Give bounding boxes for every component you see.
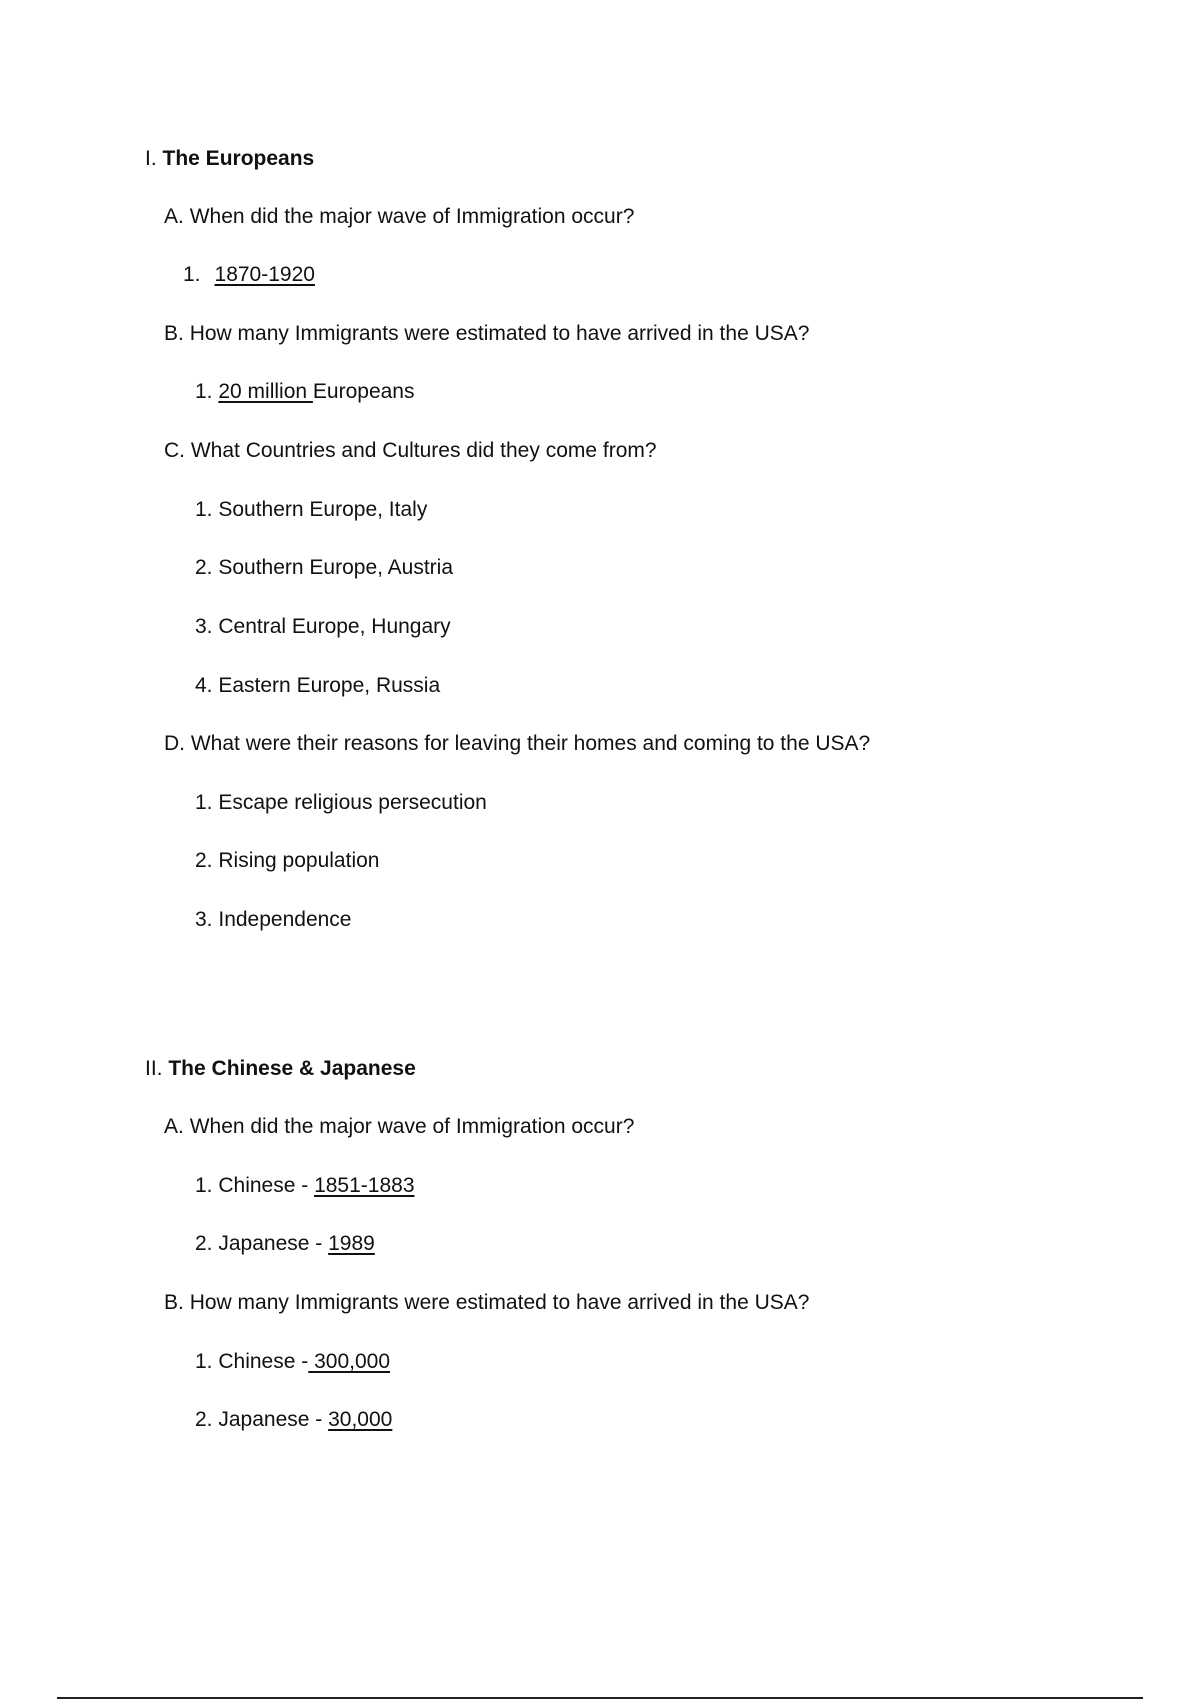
question <box>164 204 634 230</box>
section-numeral: I. <box>145 147 157 170</box>
answer-text: Central Europe, Hungary <box>218 615 451 638</box>
answer-number: 1. <box>195 1350 213 1373</box>
answer-item <box>195 790 487 816</box>
answer-underlined: 1989 <box>328 1232 375 1255</box>
answer-text: Chinese - <box>218 1174 315 1197</box>
section-heading <box>145 1056 416 1082</box>
answer-item <box>183 262 315 288</box>
answer-text: Rising population <box>218 849 380 872</box>
answer-number: 2. <box>195 556 213 579</box>
question-letter: A. <box>164 205 184 228</box>
answer-text: Southern Europe, Austria <box>218 556 454 579</box>
section-numeral: II. <box>145 1057 163 1080</box>
question-text: When did the major wave of Immigration occur? <box>189 1115 635 1138</box>
question-text: How many Immigrants were estimated to have arrived in the USA? <box>189 1291 810 1314</box>
answer-item <box>195 614 451 640</box>
answer-number: 2. <box>195 1408 213 1431</box>
answer-number: 3. <box>195 908 213 931</box>
section-heading <box>145 146 314 172</box>
section-title: The Chinese & Japanese <box>168 1057 416 1080</box>
answer-number: 1. <box>195 1174 213 1197</box>
question <box>164 438 657 464</box>
answer-item <box>195 1173 415 1199</box>
question-text: What were their reasons for leaving their homes and coming to the USA? <box>190 732 871 755</box>
answer-underlined: 1870-1920 <box>214 263 315 286</box>
question-letter: B. <box>164 322 184 345</box>
answer-item <box>195 497 427 523</box>
question <box>164 1290 809 1316</box>
question-letter: D. <box>164 732 185 755</box>
answer-text: Europeans <box>312 380 415 403</box>
answer-item <box>195 848 379 874</box>
answer-number: 2. <box>195 849 213 872</box>
answer-number: 1. <box>195 380 213 403</box>
answer-item <box>195 907 352 933</box>
question-letter: A. <box>164 1115 184 1138</box>
answer-text: Japanese - <box>218 1232 329 1255</box>
answer-underlined: 20 million <box>218 380 313 403</box>
question-letter: C. <box>164 439 185 462</box>
question-letter: B. <box>164 1291 184 1314</box>
answer-underlined: 30,000 <box>328 1408 393 1431</box>
answer-number: 1. <box>195 498 213 521</box>
answer-item <box>195 1349 390 1375</box>
answer-number: 2. <box>195 1232 213 1255</box>
answer-underlined: 1851-1883 <box>314 1174 415 1197</box>
answer-item <box>195 379 414 405</box>
answer-number: 1. <box>195 791 213 814</box>
answer-text: Southern Europe, Italy <box>218 498 428 521</box>
question-text: What Countries and Cultures did they come from? <box>190 439 657 462</box>
section-title: The Europeans <box>162 147 315 170</box>
answer-text: Eastern Europe, Russia <box>218 674 441 697</box>
answer-number: 4. <box>195 674 213 697</box>
answer-item <box>195 1231 375 1257</box>
answer-item <box>195 673 440 699</box>
answer-underlined: 300,000 <box>308 1350 390 1373</box>
answer-text: Independence <box>218 908 352 931</box>
answer-number: 1. <box>183 263 201 286</box>
footer-rule <box>57 1697 1143 1699</box>
answer-text: Escape religious persecution <box>218 791 487 814</box>
question <box>164 321 809 347</box>
answer-item <box>195 1407 392 1433</box>
question-text: When did the major wave of Immigration occur? <box>189 205 635 228</box>
question <box>164 1114 634 1140</box>
answer-text: Japanese - <box>218 1408 329 1431</box>
answer-text: Chinese - <box>218 1350 309 1373</box>
answer-number: 3. <box>195 615 213 638</box>
question-text: How many Immigrants were estimated to have arrived in the USA? <box>189 322 810 345</box>
answer-item <box>195 555 453 581</box>
question <box>164 731 870 757</box>
